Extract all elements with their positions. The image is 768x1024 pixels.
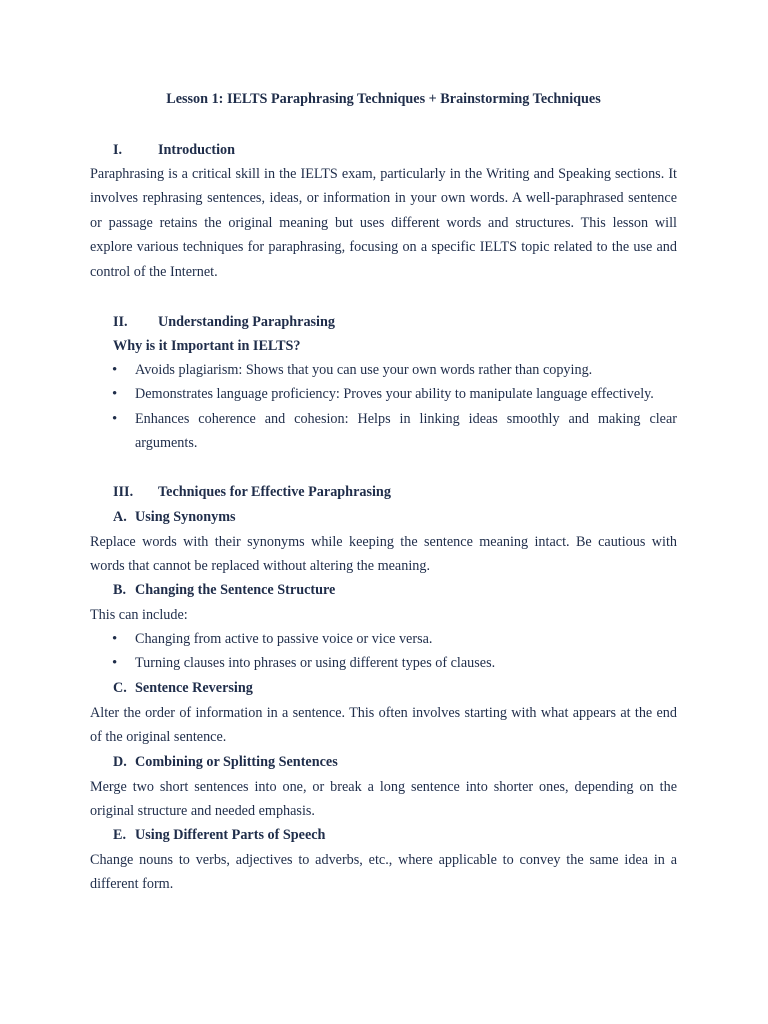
technique-letter: D.	[113, 754, 127, 770]
technique-heading-synonyms	[113, 509, 236, 526]
lesson-title: Lesson 1: IELTS Paraphrasing Techniques + Brainstorming Techniques	[166, 91, 601, 107]
bullet-icon: •	[112, 655, 118, 672]
technique-intro-structure: This can include:	[90, 607, 188, 623]
technique-paragraph-parts-of-speech: Change nouns to verbs, adjectives to adverbs, etc., where applicable to convey the same idea in a different form.	[90, 852, 677, 893]
list-item	[90, 407, 677, 456]
section-number: III.	[113, 484, 134, 500]
bullet-icon: •	[112, 386, 118, 403]
structure-bullet-list	[90, 627, 677, 676]
technique-letter: B.	[113, 582, 127, 598]
section-number: I.	[113, 142, 123, 158]
importance-subheading: Why is it Important in IELTS?	[113, 338, 301, 354]
introduction-paragraph: Paraphrasing is a critical skill in the IELTS exam, particularly in the Writing and Speaking sections. It involves rephrasing sentences, ideas, or information in your own words. A well-paraphrased sentence or passage retains the original meaning but uses different words and structures. This lesson will explore various techniques for paraphrasing, focusing on a specific IELTS topic related to the use and control of the Internet.	[90, 166, 677, 280]
technique-heading-reversing	[113, 680, 253, 697]
list-item	[90, 651, 677, 675]
technique-heading-parts-of-speech	[113, 827, 325, 844]
list-item-text: Enhances coherence and cohesion: Helps in linking ideas smoothly and making clear arguments.	[135, 410, 677, 452]
list-item	[90, 358, 677, 382]
technique-paragraph-combining: Merge two short sentences into one, or break a long sentence into shorter ones, depending on the original structure and needed emphasis.	[90, 779, 677, 820]
list-item-text: Changing from active to passive voice or vice versa.	[135, 631, 433, 647]
technique-heading-combining	[113, 754, 338, 771]
technique-title: Combining or Splitting Sentences	[135, 754, 338, 770]
section-number: II.	[113, 314, 128, 330]
bullet-icon: •	[112, 362, 118, 378]
list-item-text: Avoids plagiarism: Shows that you can use your own words rather than copying.	[135, 362, 593, 378]
document-page	[90, 0, 677, 1024]
section-title: Introduction	[158, 142, 235, 158]
technique-heading-structure	[113, 582, 335, 599]
technique-title: Sentence Reversing	[135, 680, 253, 696]
technique-paragraph-synonyms: Replace words with their synonyms while keeping the sentence meaning intact. Be cautious with words that cannot be replaced without altering the meaning.	[90, 534, 677, 575]
technique-letter: E.	[113, 827, 127, 843]
list-item	[90, 382, 677, 406]
technique-letter: A.	[113, 509, 127, 525]
technique-letter: C.	[113, 680, 127, 696]
bullet-icon: •	[112, 410, 118, 427]
technique-title: Using Different Parts of Speech	[135, 827, 326, 843]
list-item	[90, 627, 677, 651]
technique-title: Changing the Sentence Structure	[135, 582, 336, 598]
technique-paragraph-reversing: Alter the order of information in a sentence. This often involves starting with what appears at the end of the original sentence.	[90, 705, 677, 746]
importance-bullet-list	[90, 358, 677, 456]
list-item-text: Demonstrates language proficiency: Proves your ability to manipulate language effectively.	[135, 386, 654, 403]
list-item-text: Turning clauses into phrases or using different types of clauses.	[135, 655, 496, 672]
section-title: Techniques for Effective Paraphrasing	[158, 484, 391, 500]
section-title: Understanding Paraphrasing	[158, 314, 335, 330]
technique-title: Using Synonyms	[135, 509, 236, 525]
bullet-icon: •	[112, 631, 118, 647]
